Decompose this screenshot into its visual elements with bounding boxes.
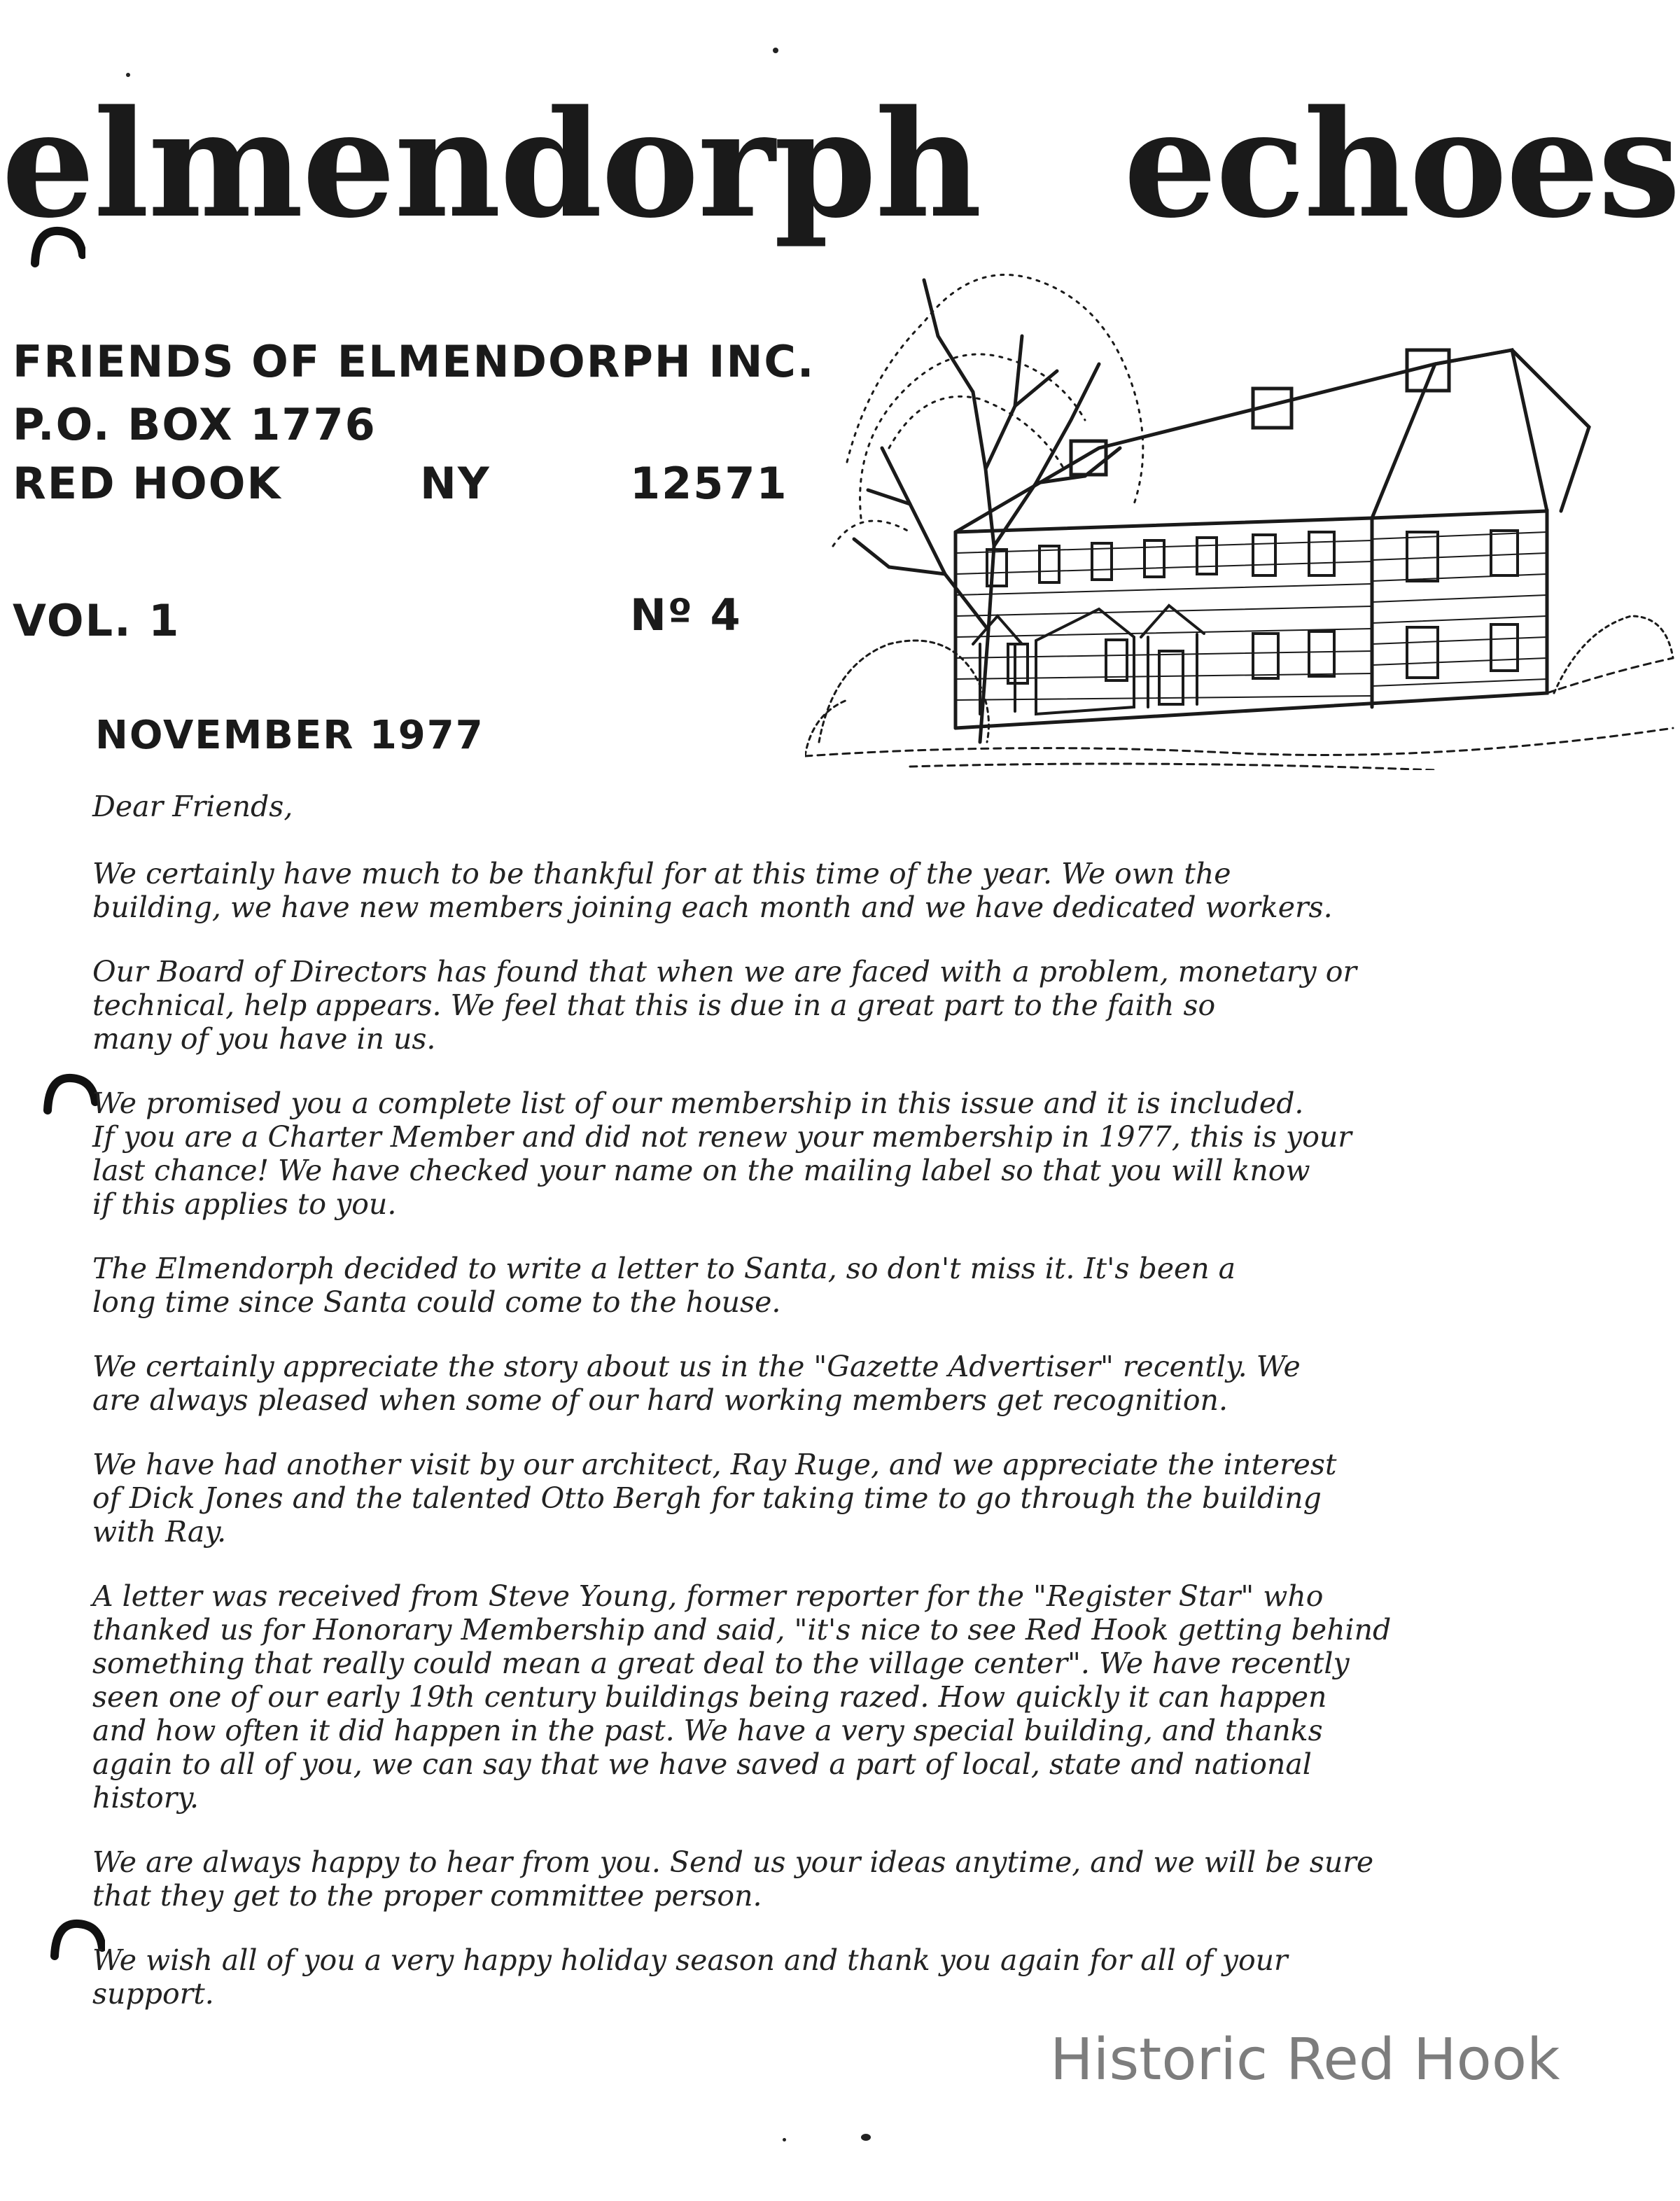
letter-paragraph: The Elmendorph decided to write a letter to Santa, so don't miss it. It's been a long time since Santa could come to the house.	[92, 1252, 1236, 1319]
volume-label: VOL. 1	[13, 595, 181, 646]
letter-paragraph: Our Board of Directors has found that when we are faced with a problem, monetary or technical, help appears. We feel that this is due in a great part to the faith so many of you have in us.	[92, 955, 1357, 1056]
tree-drawing	[854, 280, 1120, 742]
letter-body	[92, 790, 1576, 2041]
letter-paragraph: We have had another visit by our architect, Ray Ruge, and we appreciate the interest of Dick Jones and the talented Otto Bergh for taking time to go through the building with Ray.	[92, 1448, 1337, 1549]
scan-speck	[861, 2134, 871, 2141]
masthead-title-word-2: echoes	[1124, 78, 1680, 251]
organization-name: FRIENDS OF ELMENDORPH INC.	[13, 336, 816, 387]
issue-date: NOVEMBER 1977	[95, 713, 484, 758]
scan-speck	[773, 48, 778, 53]
house-illustration	[805, 238, 1676, 770]
siding-lines	[955, 532, 1547, 700]
salutation: Dear Friends,	[92, 790, 293, 823]
po-box: P.O. BOX 1776	[13, 399, 377, 450]
state: NY	[420, 458, 491, 509]
windows-upper	[987, 531, 1518, 586]
right-shrubs	[1554, 616, 1673, 693]
letter-paragraph: We wish all of you a very happy holiday season and thank you again for all of your support.	[92, 1943, 1288, 2011]
letter-paragraph: We certainly appreciate the story about us in the "Gazette Advertiser" recently. We are always pleased when some of our hard working members get recognition.	[92, 1350, 1301, 1417]
masthead-title-word-1: elmendorph	[1, 78, 981, 251]
letter-paragraph: We promised you a complete list of our membership in this issue and it is included. If you are a Charter Member and did not renew your membership in 1977, this is your last chance! We have checked your name on the mailing label so that you will know if this applies to you.	[92, 1086, 1352, 1221]
letter-paragraph: A letter was received from Steve Young, former reporter for the "Register Star" who thanked us for Honorary Membership and said, "it's nice to see Red Hook getting behind something that really could mean a great deal to the village center". We have recently seen one of our early 19th century buildings being razed. How quickly it can happen and how often it did happen in the past. We have a very special building, and thanks again to all of you, we can say that we have saved a part of local, state and national history.	[92, 1579, 1392, 1815]
hole-punch-mark	[42, 1070, 98, 1119]
letter-paragraph: We certainly have much to be thankful for at this time of the year. We own the building, we have new members joining each month and we have dedicated workers.	[92, 857, 1333, 924]
city: RED HOOK	[13, 458, 282, 509]
scan-speck	[783, 2138, 786, 2141]
letter-paragraph: We are always happy to hear from you. Send us your ideas anytime, and we will be sure that they get to the proper committee person.	[92, 1845, 1374, 1913]
watermark: Historic Red Hook	[1050, 2027, 1560, 2093]
issue-number: Nº 4	[630, 589, 742, 641]
masthead	[0, 78, 1680, 251]
zip-code: 12571	[630, 458, 788, 509]
scan-speck	[126, 73, 130, 77]
